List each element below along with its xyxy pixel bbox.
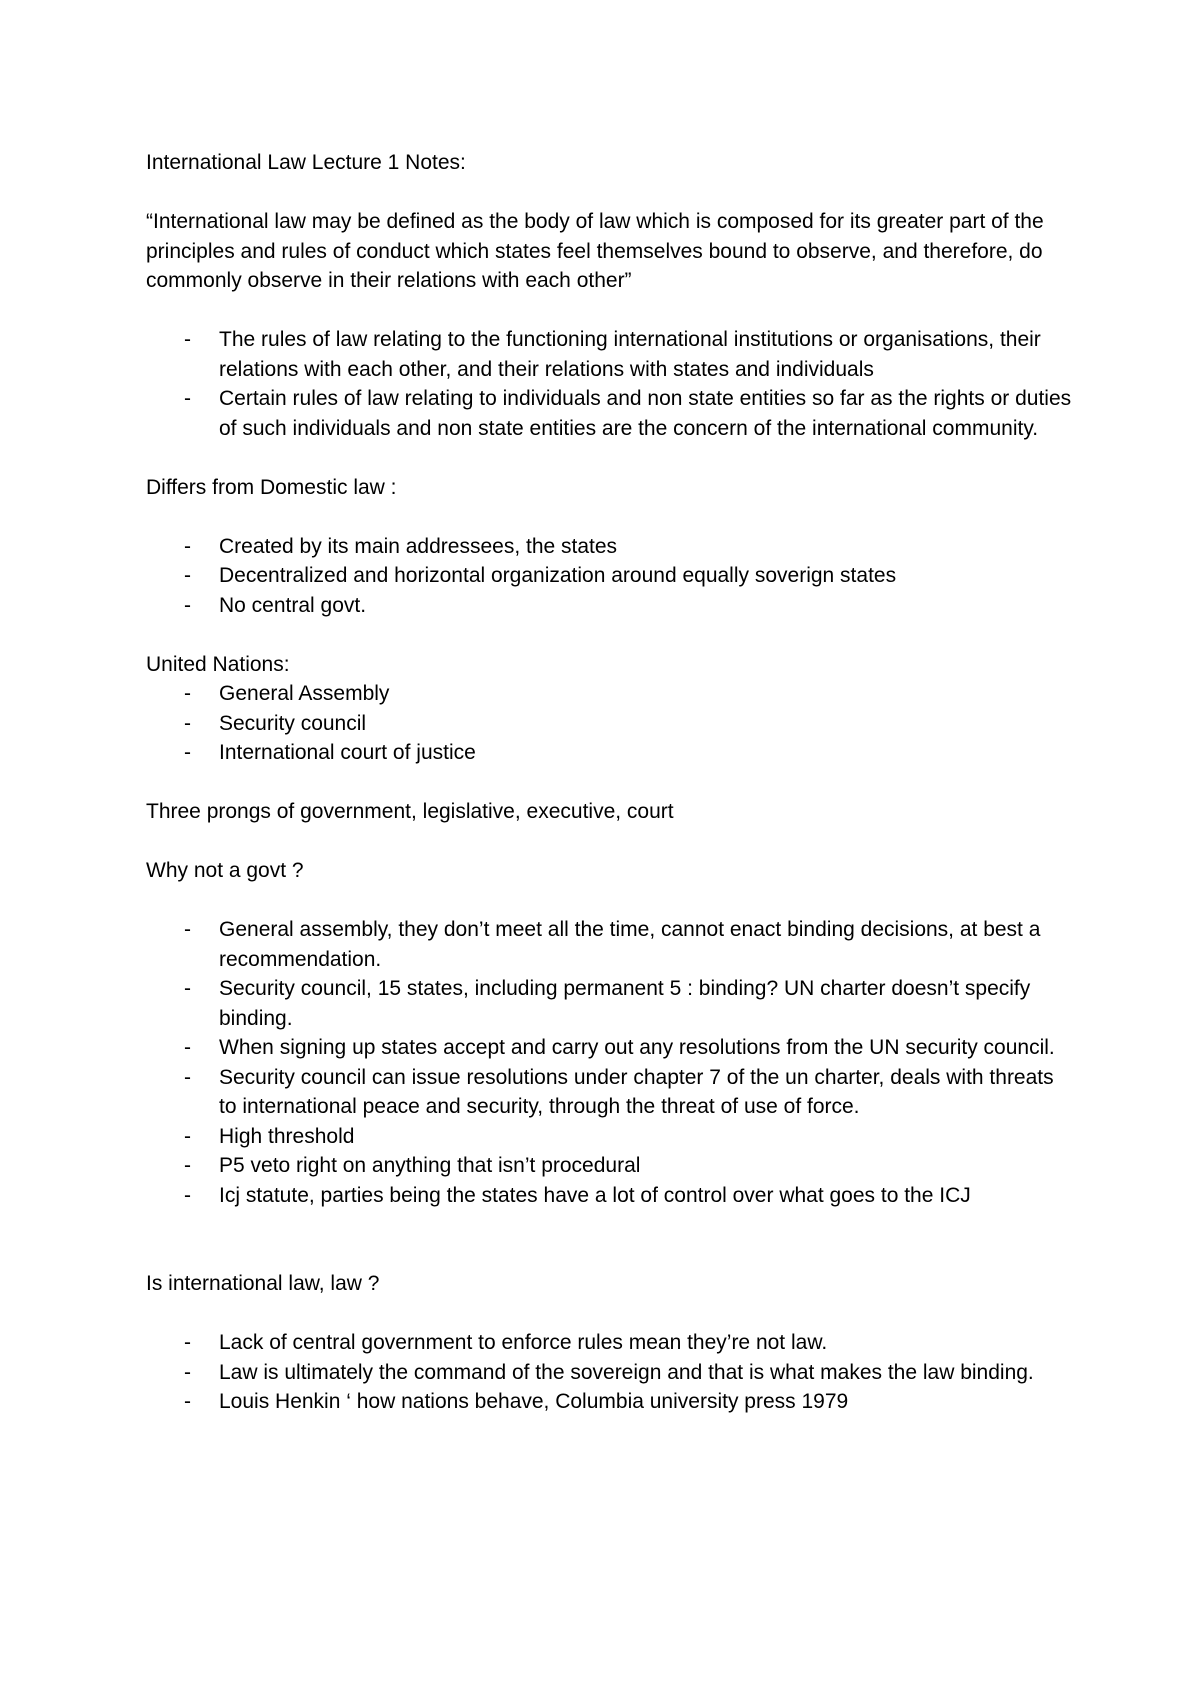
dash-bullet: -: [184, 1183, 191, 1207]
section-heading-islaw: Is international law, law ?: [146, 1272, 380, 1295]
section-heading-un: United Nations:: [146, 652, 290, 676]
list-item: - When signing up states accept and carry out any resolutions from the UN security council.: [146, 1033, 1076, 1063]
dash-bullet: -: [184, 593, 191, 617]
list-item: - The rules of law relating to the functioning international institutions or organisations, their relations with each other, and their relations with states and individuals: [146, 325, 1076, 384]
whynot-list: [146, 915, 1076, 1210]
dash-bullet: -: [184, 387, 191, 410]
page-title: International Law Lecture 1 Notes:: [146, 151, 466, 174]
dash-bullet: -: [184, 1331, 191, 1354]
section-heading-whynot: Why not a govt ?: [146, 859, 304, 882]
islaw-list: [146, 1328, 1076, 1417]
dash-bullet: -: [184, 534, 191, 558]
list-item: - Created by its main addressees, the states: [146, 532, 1076, 562]
dash-bullet: -: [184, 918, 191, 941]
list-item: - No central govt.: [146, 591, 1076, 621]
list-item: - General Assembly: [146, 679, 1076, 709]
dash-bullet: -: [184, 682, 191, 705]
dash-bullet: -: [184, 1124, 191, 1148]
list-item: - Icj statute, parties being the states have a lot of control over what goes to the ICJ: [146, 1181, 1076, 1211]
dash-bullet: -: [184, 1154, 191, 1177]
section-heading-domestic: Differs from Domestic law :: [146, 475, 397, 499]
dash-bullet: -: [184, 741, 191, 764]
list-item: - Louis Henkin ‘ how nations behave, Columbia university press 1979: [146, 1387, 1076, 1417]
dash-bullet: -: [184, 564, 191, 587]
list-item: - P5 veto right on anything that isn’t procedural: [146, 1151, 1076, 1181]
list-item: - High threshold: [146, 1122, 1076, 1152]
dash-bullet: -: [184, 1065, 191, 1089]
dash-bullet: -: [184, 1390, 191, 1413]
list-item: - International court of justice: [146, 738, 1076, 768]
list-item: - Certain rules of law relating to individuals and non state entities so far as the rights or duties of such individuals and non state entities are the concern of the international community.: [146, 384, 1076, 443]
list-item: - Law is ultimately the command of the sovereign and that is what makes the law binding.: [146, 1358, 1076, 1388]
list-item: - Security council can issue resolutions under chapter 7 of the un charter, deals with threats to international peace and security, through the threat of use of force.: [146, 1063, 1076, 1122]
dash-bullet: -: [184, 328, 191, 351]
un-list: [146, 679, 1076, 768]
list-item: - Lack of central government to enforce rules mean they’re not law.: [146, 1328, 1076, 1358]
definition-points-list: [146, 325, 1076, 443]
definition-quote: “International law may be defined as the body of law which is composed for its greater part of the principles and rules of conduct which states feel themselves bound to observe, and therefore, do commonly observe in their relations with each other”: [146, 210, 1044, 292]
list-item: - Decentralized and horizontal organization around equally soverign states: [146, 561, 1076, 591]
dash-bullet: -: [184, 977, 191, 1000]
list-item: - Security council: [146, 709, 1076, 739]
dash-bullet: -: [184, 1360, 191, 1384]
dash-bullet: -: [184, 711, 191, 735]
domestic-list: [146, 532, 1076, 621]
document-content: [146, 148, 1076, 1417]
dash-bullet: -: [184, 1036, 191, 1059]
list-item: - General assembly, they don’t meet all the time, cannot enact binding decisions, at best a recommendation.: [146, 915, 1076, 974]
prongs-line: Three prongs of government, legislative, executive, court: [146, 800, 674, 823]
list-item: - Security council, 15 states, including permanent 5 : binding? UN charter doesn’t specify binding.: [146, 974, 1076, 1033]
